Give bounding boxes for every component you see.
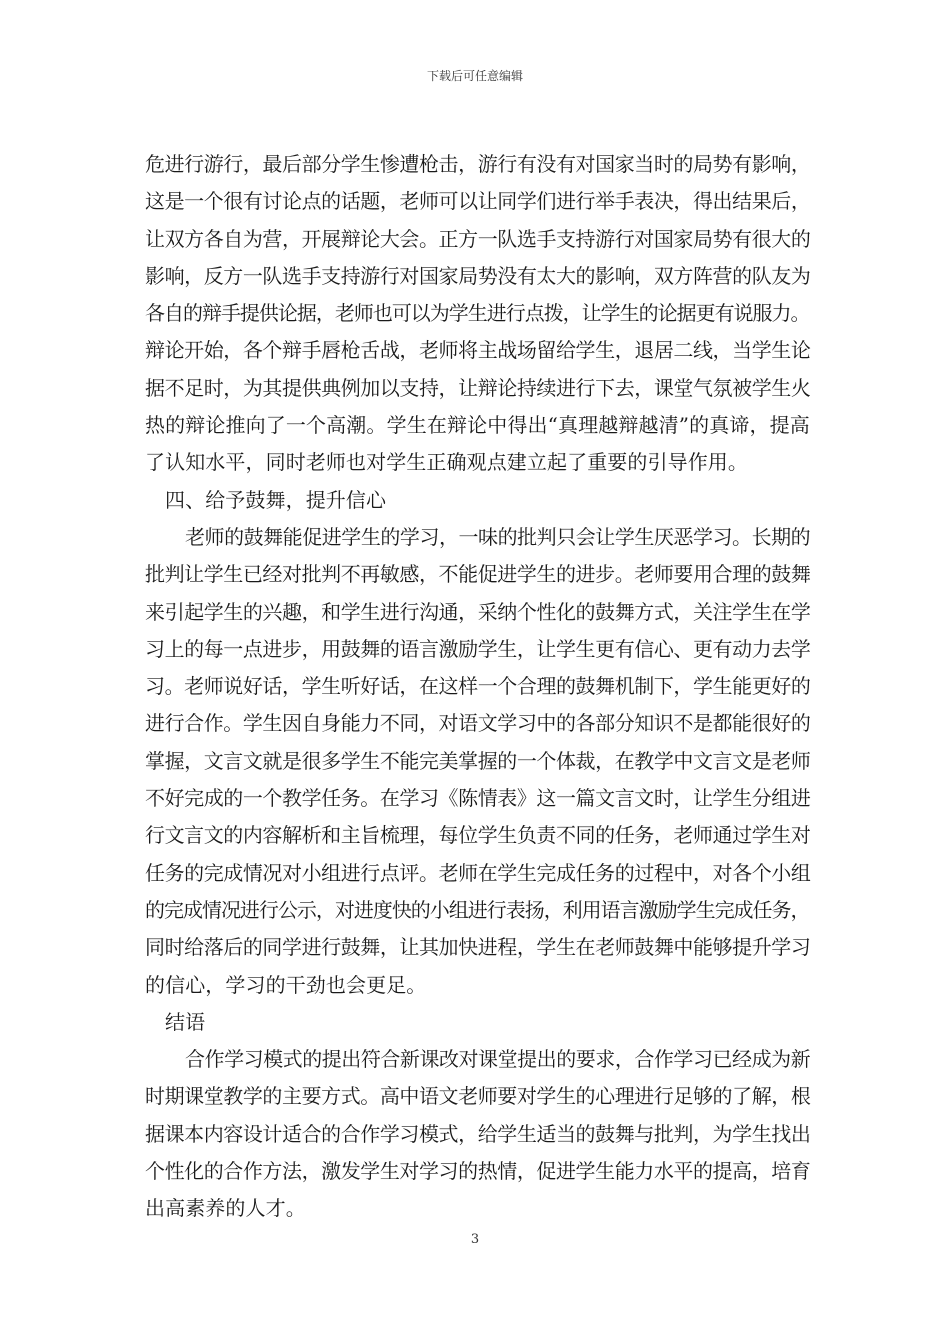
paragraph-line: 影响，反方一队选手支持游行对国家局势没有太大的影响，双方阵营的队友为 <box>145 263 811 288</box>
paragraph-line: 习。老师说好话，学生听好话，在这样一个合理的鼓舞机制下，学生能更好的 <box>145 674 811 699</box>
paragraph-line: 热的辩论推向了一个高潮。学生在辩论中得出“真理越辩越清”的真谛，提高 <box>145 413 810 438</box>
section-heading: 四、给予鼓舞，提升信心 <box>165 487 387 512</box>
section-heading: 结语 <box>165 1009 206 1034</box>
paragraph-line: 危进行游行，最后部分学生惨遭枪击，游行有没有对国家当时的局势有影响， <box>145 152 811 176</box>
paragraph-line: 同时给落后的同学进行鼓舞，让其加快进程，学生在老师鼓舞中能够提升学习 <box>145 935 811 960</box>
paragraph-line: 辩论开始，各个辩手唇枪舌战，老师将主战场留给学生，退居二线，当学生论 <box>145 338 811 363</box>
paragraph-line: 出高素养的人才。 <box>145 1196 306 1221</box>
paragraph-line: 合作学习模式的提出符合新课改对课堂提出的要求，合作学习已经成为新 <box>185 1047 811 1072</box>
document-body <box>145 146 810 1228</box>
paragraph-line: 掌握，文言文就是很多学生不能完美掌握的一个体裁，在教学中文言文是老师 <box>145 748 811 773</box>
paragraph-line: 老师的鼓舞能促进学生的学习，一味的批判只会让学生厌恶学习。长期的 <box>185 524 811 549</box>
paragraph-line: 进行合作。学生因自身能力不同，对语文学习中的各部分知识不是都能很好的 <box>145 711 811 736</box>
paragraph-line: 据不足时，为其提供典例加以支持，让辩论持续进行下去，课堂气氛被学生火 <box>145 375 811 400</box>
paragraph-line: 批判让学生已经对批判不再敏感，不能促进学生的进步。老师要用合理的鼓舞 <box>145 562 811 587</box>
page-header: 下载后可任意编辑 <box>426 69 523 83</box>
paragraph-line: 的信心，学习的干劲也会更足。 <box>145 972 427 997</box>
paragraph-line: 习上的每一点进步，用鼓舞的语言激励学生，让学生更有信心、更有动力去学 <box>145 636 811 661</box>
paragraph-line: 各自的辩手提供论据，老师也可以为学生进行点拨，让学生的论据更有说服力。 <box>145 301 810 326</box>
paragraph-line: 这是一个很有讨论点的话题，老师可以让同学们进行举手表决，得出结果后， <box>145 189 811 214</box>
paragraph-line: 不好完成的一个教学任务。在学习《陈情表》这一篇文言文时，让学生分组进 <box>145 786 811 811</box>
paragraph-line: 了认知水平，同时老师也对学生正确观点建立起了重要的引导作用。 <box>145 450 748 475</box>
page-number: 3 <box>470 1232 480 1247</box>
paragraph-line: 据课本内容设计适合的合作学习模式，给学生适当的鼓舞与批判，为学生找出 <box>145 1121 811 1146</box>
paragraph-line: 来引起学生的兴趣，和学生进行沟通，采纳个性化的鼓舞方式，关注学生在学 <box>145 599 811 624</box>
paragraph-line: 时期课堂教学的主要方式。高中语文老师要对学生的心理进行足够的了解，根 <box>145 1084 811 1109</box>
paragraph-line: 任务的完成情况对小组进行点评。老师在学生完成任务的过程中，对各个小组 <box>145 860 811 885</box>
paragraph-line: 的完成情况进行公示，对进度快的小组进行表扬，利用语言激励学生完成任务， <box>145 897 810 922</box>
paragraph-line: 个性化的合作方法，激发学生对学习的热情，促进学生能力水平的提高，培育 <box>145 1159 811 1184</box>
paragraph-line: 让双方各自为营，开展辩论大会。正方一队选手支持游行对国家局势有很大的 <box>145 226 811 251</box>
paragraph-line: 行文言文的内容解析和主旨梳理，每位学生负责不同的任务，老师通过学生对 <box>145 823 811 848</box>
